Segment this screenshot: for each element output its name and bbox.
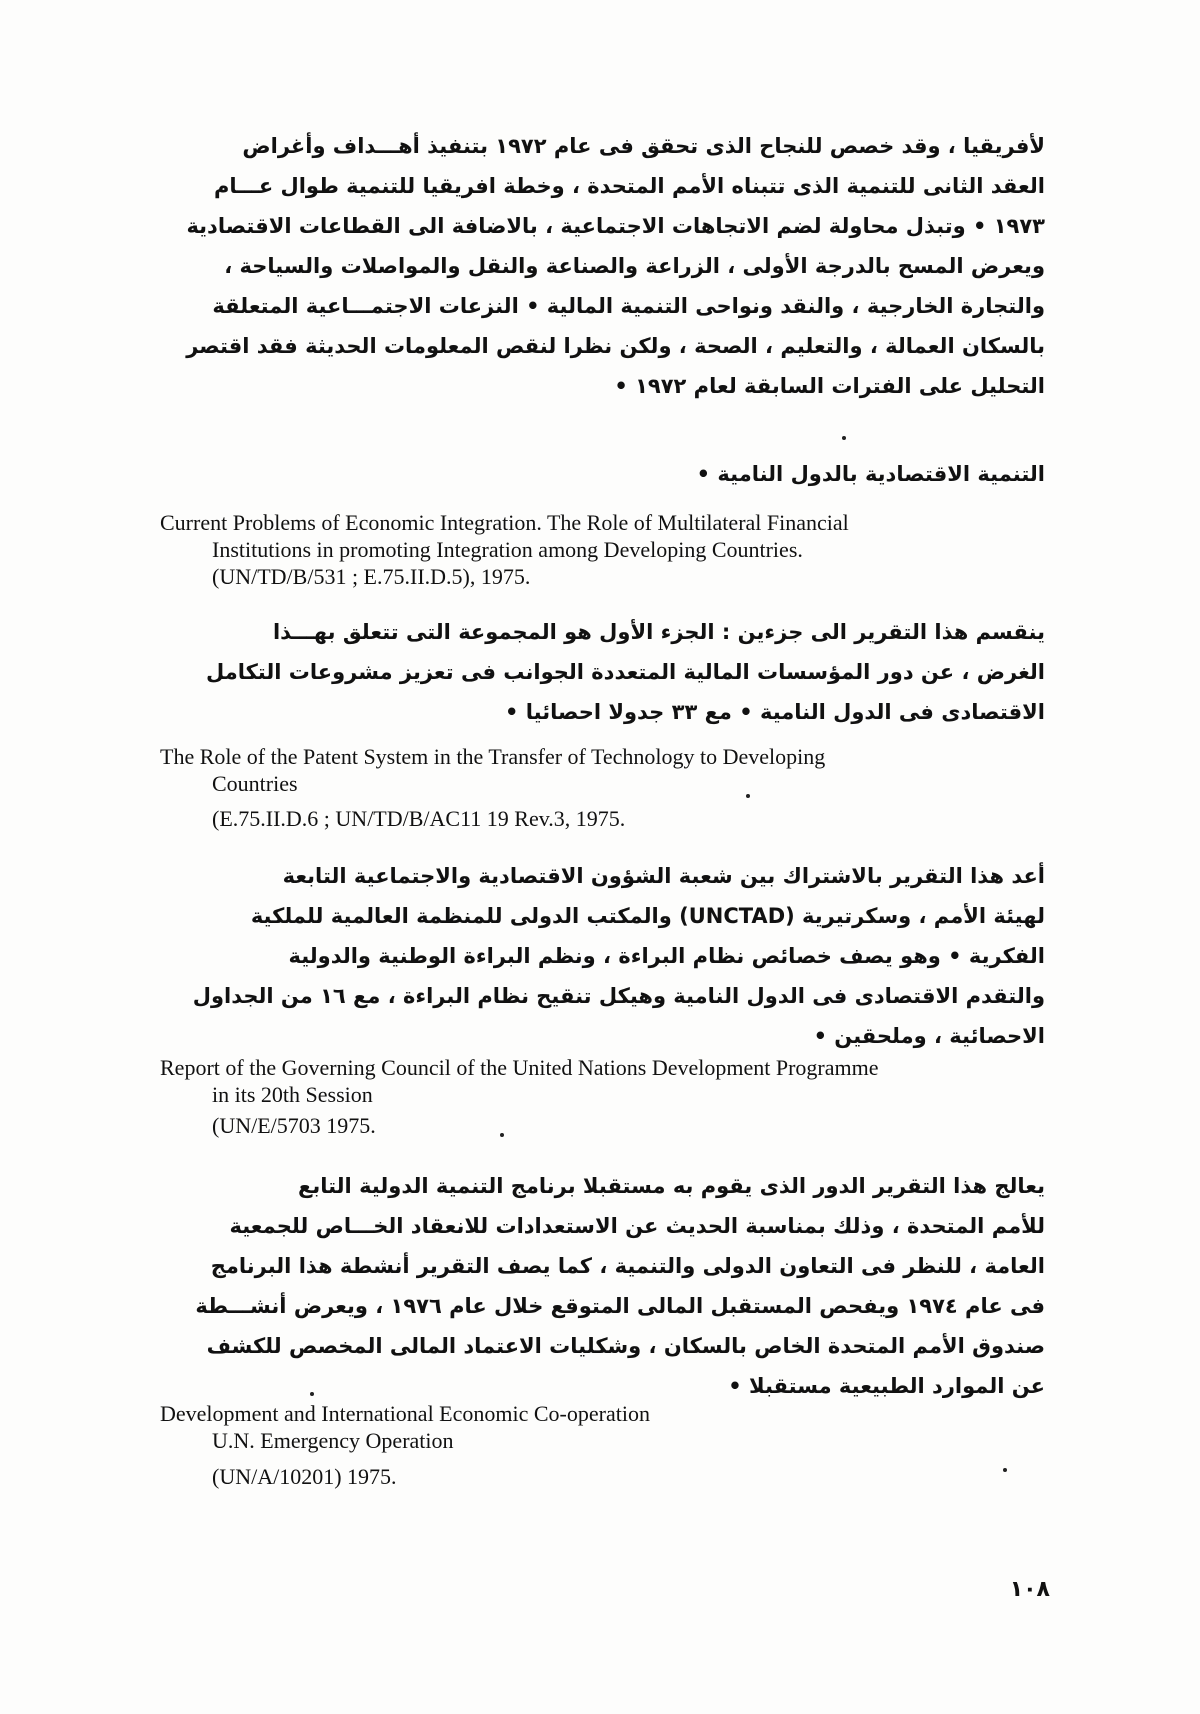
page-number: ١٠٨ bbox=[1009, 1577, 1050, 1602]
entry-1-english bbox=[160, 509, 1060, 590]
entry-title-line: U.N. Emergency Operation bbox=[212, 1428, 454, 1453]
entry-title-line: Report of the Governing Council of the United Nations Development Programme bbox=[160, 1055, 879, 1080]
intro-line: لأفريقيا ، وقد خصص للنجاح الذى تحقق فى عام ١٩٧٢ بتنفيذ أهـــداف وأغراض bbox=[242, 134, 1045, 158]
entry-title-line: Institutions in promoting Integration among Developing Countries. bbox=[212, 537, 803, 562]
intro-line: التحليل على الفترات السابقة لعام ١٩٧٢ • bbox=[614, 374, 1045, 398]
entry-3-summary bbox=[165, 1166, 1045, 1406]
entry-reference: (UN/E/5703 1975. bbox=[212, 1113, 376, 1138]
entry-1-summary bbox=[165, 612, 1045, 732]
summary-line: للأمم المتحدة ، وذلك بمناسبة الحديث عن الاستعدادات للانعقاد الخـــاص للجمعية bbox=[229, 1214, 1045, 1238]
summary-line: عن الموارد الطبيعية مستقبلا • bbox=[728, 1374, 1045, 1398]
entry-title-line: Current Problems of Economic Integration. The Role of Multilateral Financial bbox=[160, 510, 849, 535]
summary-line: لهيئة الأمم ، وسكرتيرية (UNCTAD) والمكتب الدولى للمنظمة العالمية للملكية bbox=[250, 904, 1045, 928]
summary-line: والتقدم الاقتصادى فى الدول النامية وهيكل تنقيح نظام البراءة ، مع ١٦ من الجداول bbox=[192, 984, 1045, 1008]
entry-2-summary bbox=[165, 856, 1045, 1056]
intro-paragraph bbox=[165, 126, 1045, 406]
scan-speck bbox=[842, 436, 846, 440]
summary-line: ينقسم هذا التقرير الى جزءين : الجزء الأول هو المجموعة التى تتعلق بهـــذا bbox=[272, 620, 1045, 644]
summary-line: أعد هذا التقرير بالاشتراك بين شعبة الشؤون الاقتصادية والاجتماعية التابعة bbox=[282, 864, 1045, 888]
scan-speck bbox=[310, 1392, 314, 1396]
entry-title-line: The Role of the Patent System in the Transfer of Technology to Developing bbox=[160, 744, 826, 769]
scan-speck bbox=[746, 794, 750, 798]
summary-line: الاحصائية ، وملحقين • bbox=[813, 1024, 1045, 1048]
entry-3-english bbox=[160, 1054, 1060, 1139]
intro-line: والتجارة الخارجية ، والنقد ونواحى التنمية المالية • النزعات الاجتمـــاعية المتعلقة bbox=[212, 294, 1045, 318]
summary-line: الغرض ، عن دور المؤسسات المالية المتعددة الجوانب فى تعزيز مشروعات التكامل bbox=[205, 660, 1045, 684]
scan-speck bbox=[1003, 1468, 1007, 1472]
intro-line: ١٩٧٣ • وتبذل محاولة لضم الاتجاهات الاجتماعية ، بالاضافة الى القطاعات الاقتصادية bbox=[186, 214, 1045, 238]
entry-reference: (UN/TD/B/531 ; E.75.II.D.5), 1975. bbox=[212, 564, 531, 589]
scan-speck bbox=[500, 1133, 504, 1137]
intro-line: بالسكان العمالة ، والتعليم ، الصحة ، ولكن نظرا لنقص المعلومات الحديثة فقد اقتصر bbox=[186, 334, 1045, 358]
entry-4-english bbox=[160, 1400, 1060, 1490]
entry-title-line: Countries bbox=[212, 771, 298, 796]
intro-line: ويعرض المسح بالدرجة الأولى ، الزراعة والصناعة والنقل والمواصلات والسياحة ، bbox=[224, 254, 1045, 278]
entry-2-english bbox=[160, 743, 1060, 832]
summary-line: الفكرية • وهو يصف خصائص نظام البراءة ، ونظم البراءة الوطنية والدولية bbox=[288, 944, 1045, 968]
section-heading: التنمية الاقتصادية بالدول النامية • bbox=[696, 462, 1045, 486]
intro-line: العقد الثانى للتنمية الذى تتبناه الأمم المتحدة ، وخطة افريقيا للتنمية طوال عـــام bbox=[214, 174, 1045, 198]
entry-title-line: in its 20th Session bbox=[212, 1082, 373, 1107]
entry-reference: (E.75.II.D.6 ; UN/TD/B/AC11 19 Rev.3, 1975. bbox=[212, 806, 626, 831]
entry-reference: (UN/A/10201) 1975. bbox=[212, 1464, 397, 1489]
summary-line: صندوق الأمم المتحدة الخاص بالسكان ، وشكليات الاعتماد المالى المخصص للكشف bbox=[206, 1334, 1045, 1358]
entry-title-line: Development and International Economic Co-operation bbox=[160, 1401, 650, 1426]
summary-line: العامة ، للنظر فى التعاون الدولى والتنمية ، كما يصف التقرير أنشطة هذا البرنامج bbox=[210, 1254, 1045, 1278]
summary-line: يعالج هذا التقرير الدور الذى يقوم به مستقبلا برنامج التنمية الدولية التابع bbox=[297, 1174, 1045, 1198]
summary-line: الاقتصادى فى الدول النامية • مع ٣٣ جدولا احصائيا • bbox=[505, 700, 1045, 724]
summary-line: فى عام ١٩٧٤ ويفحص المستقبل المالى المتوقع خلال عام ١٩٧٦ ، ويعرض أنشـــطة bbox=[195, 1294, 1045, 1318]
